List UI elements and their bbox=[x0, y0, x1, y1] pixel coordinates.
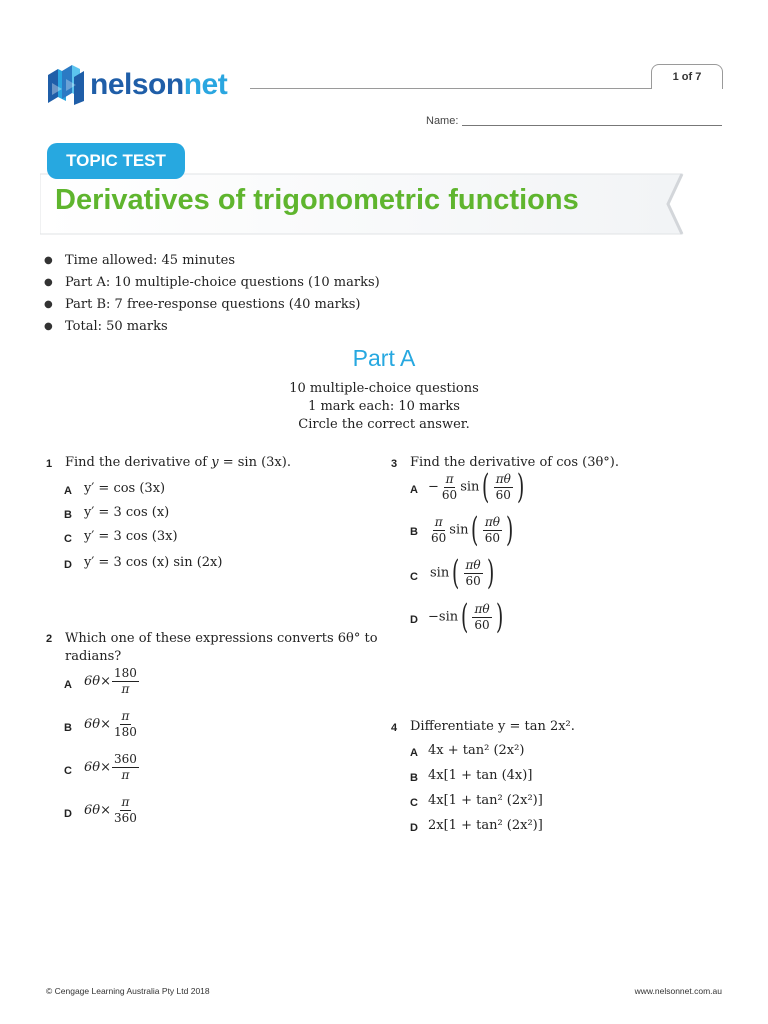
topic-test-badge: TOPIC TEST bbox=[47, 143, 185, 179]
question-text: Find the derivative of y = sin (3x). bbox=[65, 455, 291, 470]
option-letter: B bbox=[64, 722, 72, 734]
question-text: radians? bbox=[65, 649, 122, 664]
page-indicator: 1 of 7 bbox=[651, 64, 723, 89]
nelsonnet-cube-icon bbox=[44, 63, 88, 107]
option-letter: D bbox=[64, 559, 72, 571]
option-letter: D bbox=[64, 808, 72, 820]
logo-text-nelson: nelson bbox=[90, 68, 184, 101]
name-field-line[interactable] bbox=[462, 125, 722, 126]
list-item: ● Time allowed: 45 minutes bbox=[44, 250, 380, 272]
logo-text-net: net bbox=[183, 68, 228, 101]
bullet-icon: ● bbox=[44, 277, 53, 288]
option-letter: A bbox=[64, 679, 72, 691]
answer-option[interactable]: 4x[1 + tan (4x)] bbox=[428, 768, 533, 783]
question-number: 1 bbox=[46, 458, 53, 470]
option-letter: C bbox=[410, 797, 418, 809]
list-item: ● Part B: 7 free-response questions (40 marks) bbox=[44, 294, 380, 316]
answer-option[interactable]: y′ = 3 cos (x) sin (2x) bbox=[84, 555, 223, 570]
list-item: ● Part A: 10 multiple-choice questions (10 marks) bbox=[44, 272, 380, 294]
option-letter: C bbox=[64, 533, 72, 545]
question-text: Which one of these expressions converts 6θ° to bbox=[65, 631, 378, 646]
footer-copyright: © Cengage Learning Australia Pty Ltd 2018 bbox=[46, 986, 210, 996]
section-title: Part A bbox=[352, 345, 416, 371]
bullet-icon: ● bbox=[44, 321, 53, 332]
bullet-icon: ● bbox=[44, 255, 53, 266]
option-letter: B bbox=[410, 526, 418, 538]
answer-option[interactable]: 6θ× $\frac{180}{\pi}$ bbox=[84, 666, 137, 696]
section-subtitle: 10 multiple-choice questions bbox=[289, 381, 479, 396]
option-letter: D bbox=[410, 822, 418, 834]
section-instruction: Circle the correct answer. bbox=[298, 417, 470, 432]
question-number: 2 bbox=[46, 633, 53, 645]
question-number: 3 bbox=[391, 458, 398, 470]
answer-option[interactable]: 2x[1 + tan² (2x²)] bbox=[428, 818, 543, 833]
option-letter: A bbox=[410, 484, 418, 496]
section-subtitle: 1 mark each: 10 marks bbox=[308, 399, 460, 414]
bullet-icon: ● bbox=[44, 299, 53, 310]
answer-option[interactable]: 4x + tan² (2x²) bbox=[428, 743, 525, 758]
page-title: Derivatives of trigonometric functions bbox=[55, 184, 579, 216]
list-item: ● Total: 50 marks bbox=[44, 316, 380, 338]
answer-option[interactable]: 6θ× $\frac{\pi}{360}$ bbox=[84, 795, 137, 825]
option-letter: A bbox=[64, 485, 72, 497]
option-letter: B bbox=[64, 509, 72, 521]
answer-option[interactable]: $\frac{\pi}{60}$ sin( $\frac{\pi\theta}{60}$ ) bbox=[431, 510, 514, 550]
answer-option[interactable]: y′ = 3 cos (3x) bbox=[84, 529, 178, 544]
answer-option[interactable]: 4x[1 + tan² (2x²)] bbox=[428, 793, 543, 808]
footer-website: www.nelsonnet.com.au bbox=[634, 986, 722, 996]
answer-option[interactable]: −sin( $\frac{\pi\theta}{60}$ ) bbox=[428, 597, 503, 637]
answer-option[interactable]: − $\frac{\pi}{60}$ sin( $\frac{\pi\theta}{60}$ ) bbox=[428, 467, 525, 507]
option-letter: D bbox=[410, 614, 418, 626]
answer-option[interactable]: 6θ× $\frac{360}{\pi}$ bbox=[84, 752, 137, 782]
answer-option[interactable]: y′ = 3 cos (x) bbox=[84, 505, 170, 520]
option-letter: C bbox=[64, 765, 72, 777]
answer-option[interactable]: y′ = cos (3x) bbox=[84, 481, 166, 496]
answer-option[interactable]: 6θ× $\frac{\pi}{180}$ bbox=[84, 709, 137, 739]
question-text: Find the derivative of cos (3θ°). bbox=[410, 455, 620, 470]
option-letter: B bbox=[410, 772, 418, 784]
name-label: Name: bbox=[426, 115, 459, 127]
nelsonnet-logo bbox=[44, 62, 227, 108]
intro-list bbox=[44, 250, 380, 338]
answer-option[interactable]: sin( $\frac{\pi\theta}{60}$ ) bbox=[430, 553, 495, 593]
question-number: 4 bbox=[391, 722, 398, 734]
option-letter: A bbox=[410, 747, 418, 759]
question-text: Differentiate y = tan 2x². bbox=[410, 719, 575, 734]
option-letter: C bbox=[410, 571, 418, 583]
